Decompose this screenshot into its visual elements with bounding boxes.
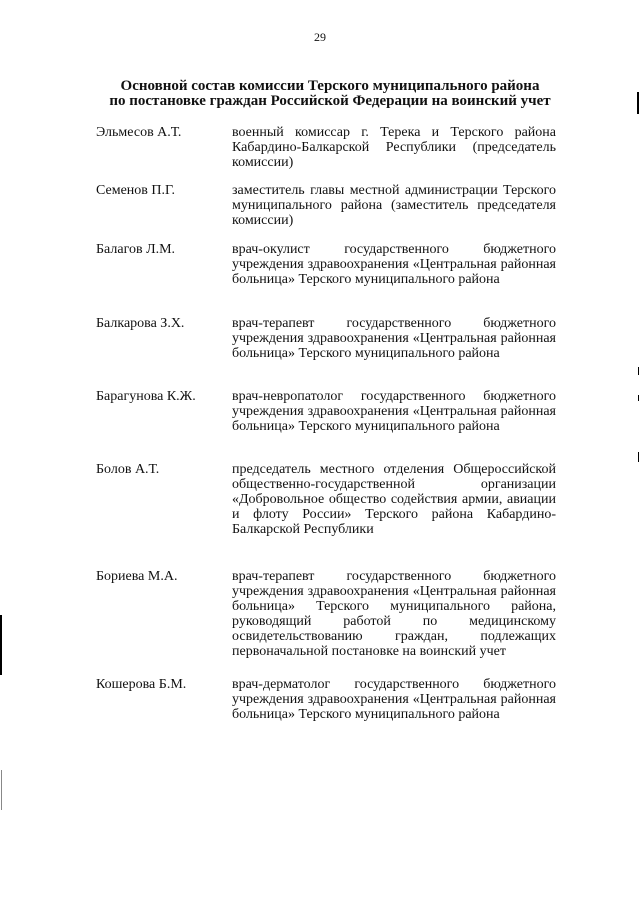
member-role: председатель местного отделения Общероссийской общественно-государственной организации «Добровольное общество содействия армии, авиации и флоту России» Терского района Кабардино-Балкарской Республики xyxy=(232,462,556,537)
title-line-2: по постановке граждан Российской Федерации на воинский учет xyxy=(109,93,551,109)
scan-edge-mark xyxy=(638,395,639,401)
scan-edge-mark xyxy=(0,615,2,675)
member-name: Балагов Л.М. xyxy=(96,242,176,257)
scan-edge-mark xyxy=(638,452,639,462)
page-number: 29 xyxy=(314,30,326,44)
member-role: врач-терапевт государственного бюджетного учреждения здравоохранения «Центральная районная больница» Терского муниципального района xyxy=(232,316,556,361)
member-name: Балкарова З.Х. xyxy=(96,316,185,331)
member-name: Бориева М.А. xyxy=(96,569,178,584)
member-name: Семенов П.Г. xyxy=(96,183,176,198)
member-name: Эльмесов А.Т. xyxy=(96,125,182,140)
member-role: заместитель главы местной администрации Терского муниципального района (заместитель председателя комиссии) xyxy=(232,183,556,228)
title-line-1: Основной состав комиссии Терского муниципального района xyxy=(120,78,540,94)
scan-edge-mark xyxy=(637,92,639,114)
member-role: врач-дерматолог государственного бюджетного учреждения здравоохранения «Центральная районная больница» Терского муниципального района xyxy=(232,677,556,722)
member-role: военный комиссар г. Терека и Терского района Кабардино-Балкарской Республики (председатель комиссии) xyxy=(232,125,556,170)
member-role: врач-окулист государственного бюджетного учреждения здравоохранения «Центральная районная больница» Терского муниципального района xyxy=(232,242,556,287)
member-role: врач-терапевт государственного бюджетного учреждения здравоохранения «Центральная районная больница» Терского муниципального района, руководящий работой по медицинскому освидетельствованию граждан, подлежащих первоначальной постановке на воинский учет xyxy=(232,569,556,659)
member-role: врач-невропатолог государственного бюджетного учреждения здравоохранения «Центральная районная больница» Терского муниципального района xyxy=(232,389,556,434)
member-name: Болов А.Т. xyxy=(96,462,160,477)
member-name: Кошерова Б.М. xyxy=(96,677,187,692)
document-title xyxy=(60,79,600,109)
member-name: Барагунова К.Ж. xyxy=(96,389,196,404)
scan-edge-mark xyxy=(1,770,2,810)
scan-edge-mark xyxy=(638,367,639,375)
